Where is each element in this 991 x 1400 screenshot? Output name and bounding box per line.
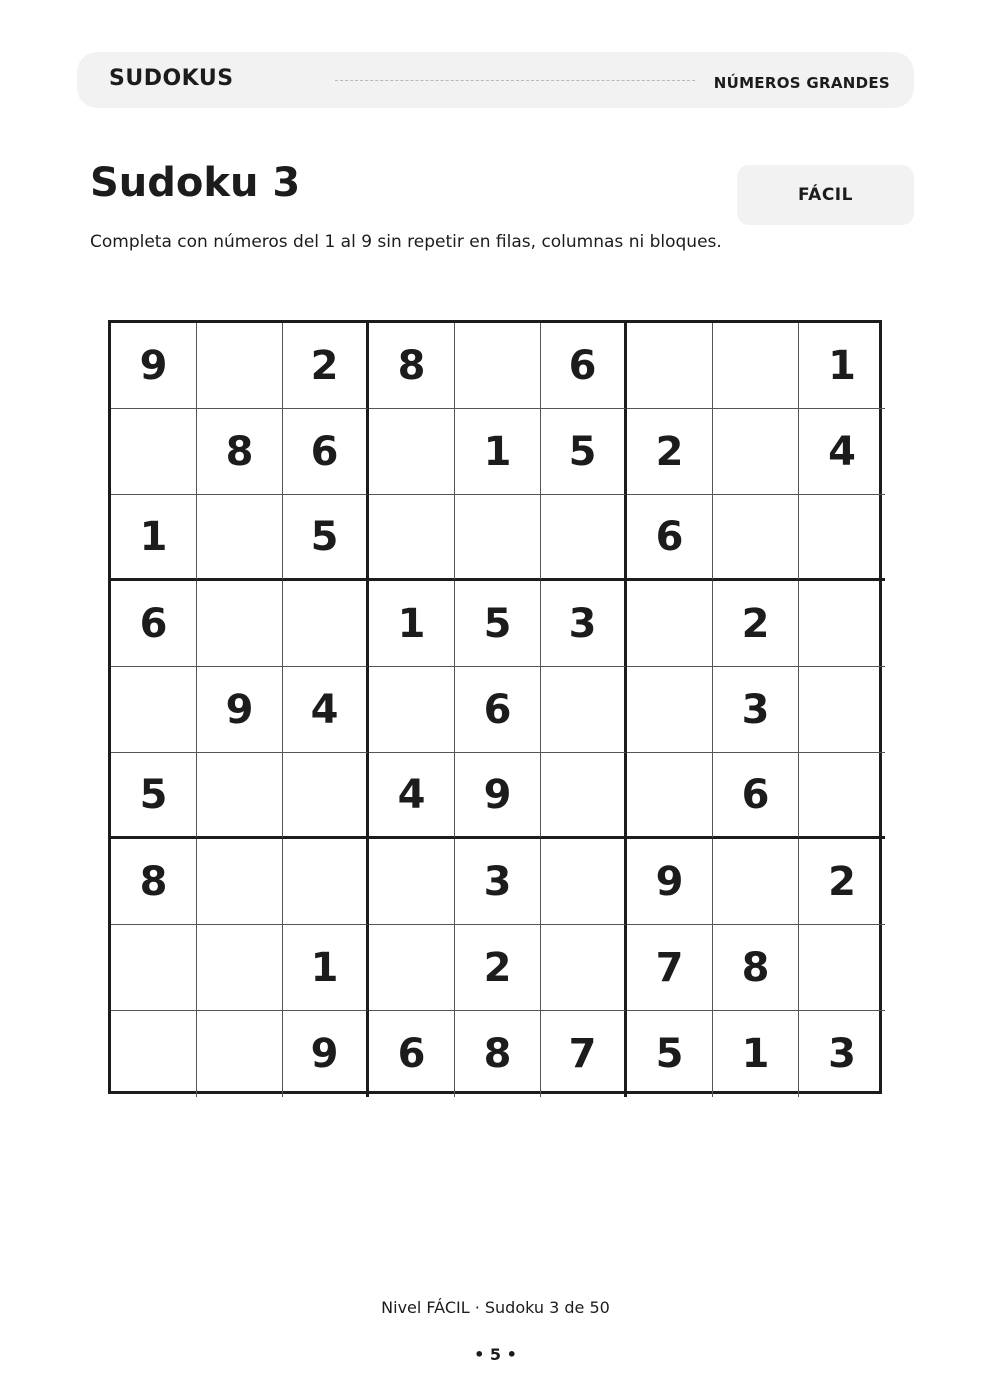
sudoku-cell-given: 7 xyxy=(627,925,713,1011)
sudoku-cell-empty[interactable] xyxy=(369,925,455,1011)
sudoku-cell-given: 3 xyxy=(828,1031,856,1077)
sudoku-cell-given: 6 xyxy=(369,1011,455,1097)
sudoku-cell-empty[interactable] xyxy=(799,495,885,581)
sudoku-cell-given: 4 xyxy=(283,667,369,753)
sudoku-cell-given: 4 xyxy=(799,409,885,495)
sudoku-cell-empty[interactable] xyxy=(627,753,713,839)
sudoku-cell-given: 6 xyxy=(627,495,713,581)
sudoku-cell-given: 6 xyxy=(455,667,541,753)
sudoku-cell-empty[interactable] xyxy=(541,753,627,839)
sudoku-cell-given: 8 xyxy=(111,839,197,925)
sudoku-cell-given: 3 xyxy=(541,581,627,667)
header-bar xyxy=(77,52,914,108)
sudoku-cell-given: 8 xyxy=(369,323,455,409)
sudoku-cell-empty[interactable] xyxy=(713,839,799,925)
sudoku-cell-given: 9 xyxy=(197,667,283,753)
sudoku-cell-empty[interactable] xyxy=(197,1011,283,1097)
sudoku-cell-given: 1 xyxy=(111,495,197,581)
sudoku-cell-given: 5 xyxy=(111,753,197,839)
sudoku-cell-given: 8 xyxy=(197,409,283,495)
sudoku-cell-empty[interactable] xyxy=(627,323,713,409)
sudoku-cell-given: 6 xyxy=(111,581,197,667)
sudoku-cell-given: 9 xyxy=(627,839,713,925)
page-title: Sudoku 3 xyxy=(90,160,301,206)
sudoku-cell-empty[interactable] xyxy=(197,581,283,667)
sudoku-cell-empty[interactable] xyxy=(799,925,885,1011)
sudoku-cell-given: 2 xyxy=(799,839,885,925)
sudoku-cell-empty[interactable] xyxy=(369,409,455,495)
sudoku-cell-empty[interactable] xyxy=(369,667,455,753)
sudoku-cell-given: 4 xyxy=(369,753,455,839)
sudoku-cell-empty[interactable] xyxy=(111,667,197,753)
sudoku-cell-given: 2 xyxy=(283,323,369,409)
page-number: • 5 • xyxy=(474,1345,517,1364)
sudoku-cell-given: 3 xyxy=(455,839,541,925)
sudoku-cell-given: 5 xyxy=(541,409,627,495)
sudoku-cell-empty[interactable] xyxy=(111,1011,197,1097)
sudoku-cell-given: 1 xyxy=(455,409,541,495)
sudoku-cell-empty[interactable] xyxy=(455,323,541,409)
sudoku-cell-given: 2 xyxy=(713,581,799,667)
sudoku-cell-given: 6 xyxy=(283,409,369,495)
sudoku-cell-given: 9 xyxy=(111,323,197,409)
sudoku-cell-given: 1 xyxy=(713,1011,799,1097)
sudoku-cell-empty[interactable] xyxy=(713,323,799,409)
sudoku-cell-given: 7 xyxy=(541,1011,627,1097)
sudoku-cell-empty[interactable] xyxy=(369,839,455,925)
sudoku-cell-given: 6 xyxy=(541,323,627,409)
sudoku-cell-given: 5 xyxy=(455,581,541,667)
sudoku-cell-empty[interactable] xyxy=(627,581,713,667)
header-divider xyxy=(335,80,695,81)
sudoku-cell-empty[interactable] xyxy=(541,839,627,925)
header-title: SUDOKUS xyxy=(109,66,234,91)
sudoku-cell-empty[interactable] xyxy=(111,409,197,495)
sudoku-cell-empty[interactable] xyxy=(197,839,283,925)
sudoku-cell-empty[interactable] xyxy=(197,323,283,409)
sudoku-cell-empty[interactable] xyxy=(111,925,197,1011)
sudoku-cell-empty[interactable] xyxy=(541,495,627,581)
sudoku-cell-empty[interactable] xyxy=(713,495,799,581)
sudoku-cell-given: 6 xyxy=(713,753,799,839)
sudoku-cell-given: 3 xyxy=(713,667,799,753)
sudoku-cell-given: 5 xyxy=(627,1011,713,1097)
sudoku-grid xyxy=(108,320,882,1094)
footer-info: Nivel FÁCIL · Sudoku 3 de 50 xyxy=(381,1298,610,1317)
sudoku-cell-empty[interactable] xyxy=(627,667,713,753)
sudoku-cell-empty[interactable] xyxy=(799,753,885,839)
sudoku-cell-empty[interactable] xyxy=(369,495,455,581)
sudoku-cell-given: 1 xyxy=(283,925,369,1011)
sudoku-cell-given: 8 xyxy=(713,925,799,1011)
sudoku-cell-given: 9 xyxy=(455,753,541,839)
sudoku-cell-given: 2 xyxy=(455,925,541,1011)
sudoku-cell-given: 1 xyxy=(369,581,455,667)
sudoku-cell-empty[interactable] xyxy=(197,495,283,581)
sudoku-cell-given: 9 xyxy=(283,1011,369,1097)
instructions: Completa con números del 1 al 9 sin repetir en filas, columnas ni bloques. xyxy=(90,232,722,252)
sudoku-cell-empty[interactable] xyxy=(799,667,885,753)
sudoku-cell-empty[interactable] xyxy=(541,667,627,753)
sudoku-cell-empty[interactable] xyxy=(283,839,369,925)
sudoku-cell-empty[interactable] xyxy=(799,581,885,667)
sudoku-cell-empty[interactable] xyxy=(713,409,799,495)
header-subtitle: NÚMEROS GRANDES xyxy=(713,74,890,92)
sudoku-cell-given: 1 xyxy=(799,323,885,409)
sudoku-cell-empty[interactable] xyxy=(283,753,369,839)
sudoku-cell-given: 2 xyxy=(627,409,713,495)
sudoku-cell-empty[interactable] xyxy=(455,495,541,581)
sudoku-cell-empty[interactable] xyxy=(197,753,283,839)
level-badge: FÁCIL xyxy=(737,165,914,225)
sudoku-cell-empty[interactable] xyxy=(283,581,369,667)
sudoku-cell-given: 8 xyxy=(455,1011,541,1097)
sudoku-cell-given: 5 xyxy=(283,495,369,581)
sudoku-cell-empty[interactable] xyxy=(541,925,627,1011)
sudoku-cell-empty[interactable] xyxy=(197,925,283,1011)
